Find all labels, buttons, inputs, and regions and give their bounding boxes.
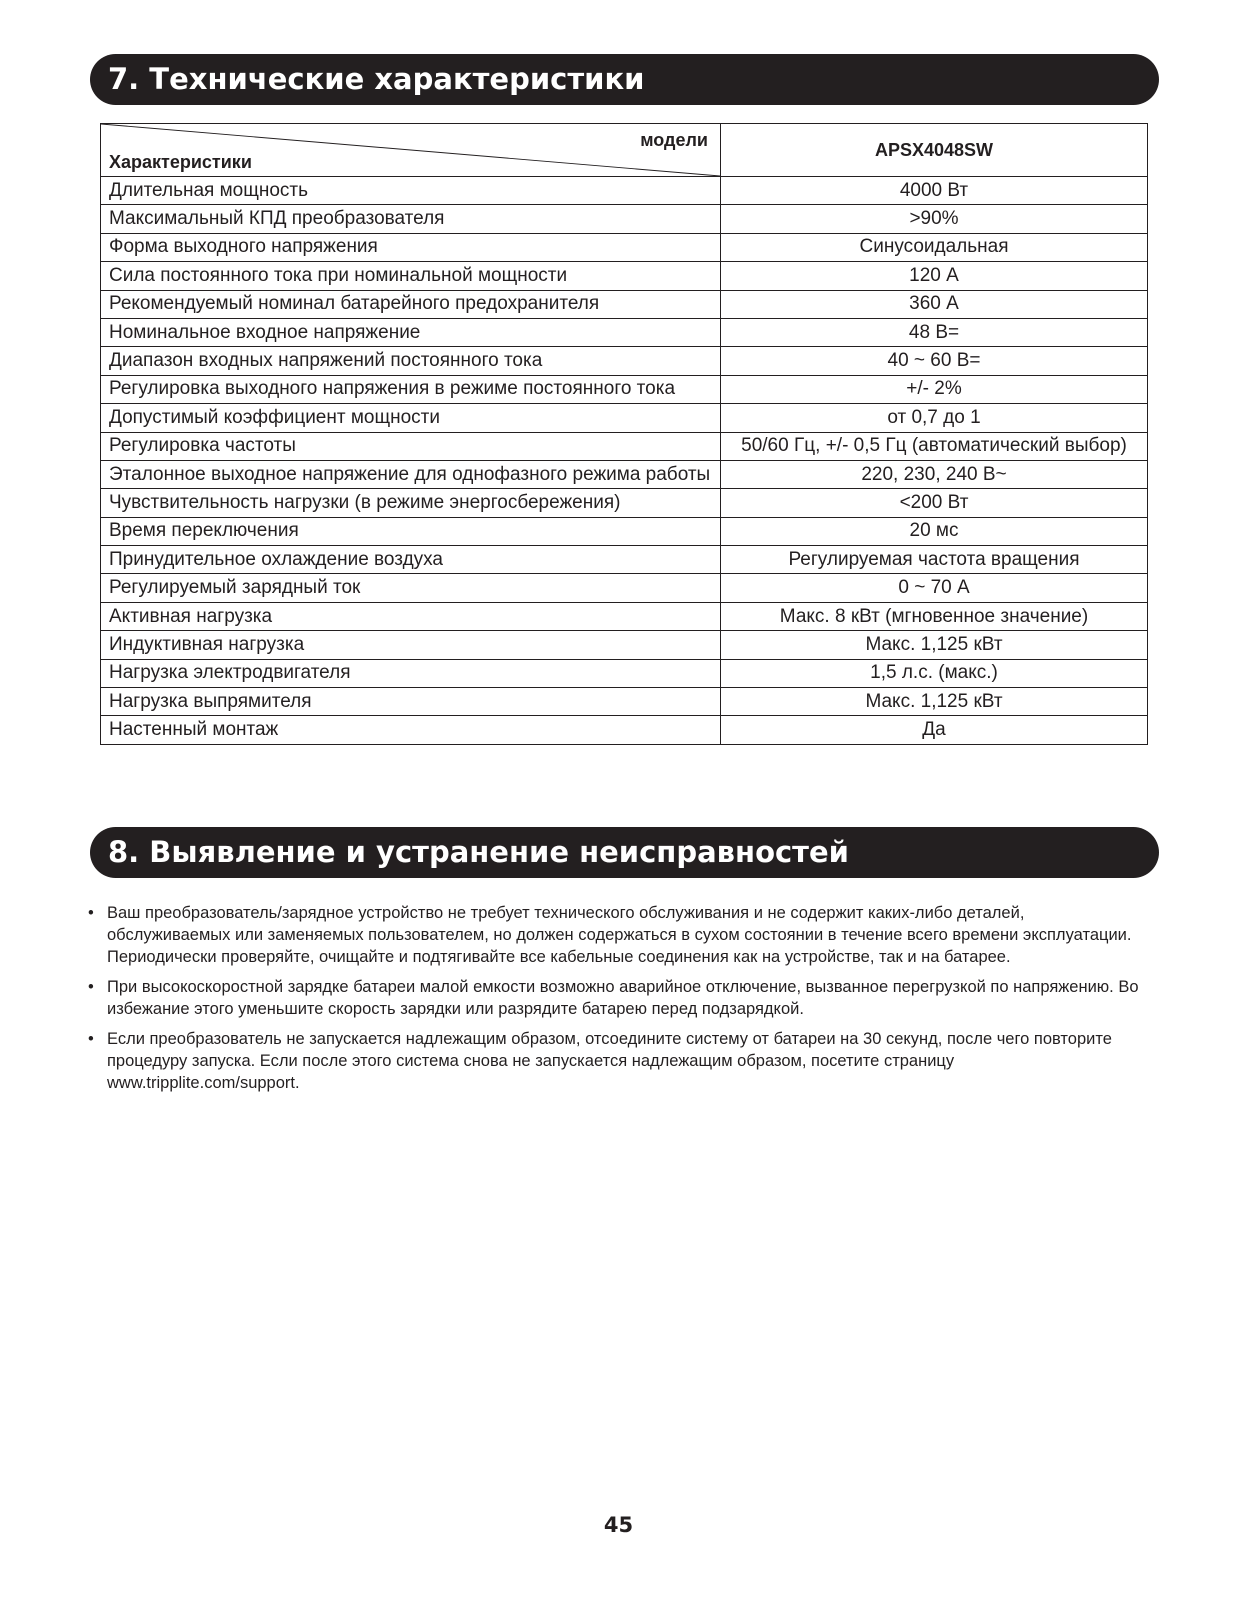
- spec-name-cell: Форма выходного напряжения: [101, 233, 721, 261]
- spec-value-cell: 220, 230, 240 В~: [721, 460, 1148, 488]
- spec-value-cell: от 0,7 до 1: [721, 404, 1148, 432]
- list-item-text: При высокоскоростной зарядке батареи малой емкости возможно аварийное отключение, вызванное перегрузкой по напряжению. Во избежание этого уменьшите скорость зарядки или разрядите батарею перед подзарядкой.: [107, 978, 1139, 1018]
- spec-value-cell: Регулируемая частота вращения: [721, 546, 1148, 574]
- spec-name-cell: Чувствительность нагрузки (в режиме энергосбережения): [101, 489, 721, 517]
- list-item-text: Если преобразователь не запускается надлежащим образом, отсоедините систему от батареи на 30 секунд, после чего повторите процедуру запуска. Если после этого система снова не запускается надлежащим образом, посетите страницу www.tripplite.com/support.: [107, 1030, 1112, 1092]
- spec-value-cell: 20 мс: [721, 517, 1148, 545]
- list-item: [85, 902, 1145, 968]
- spec-name-cell: Рекомендуемый номинал батарейного предохранителя: [101, 290, 721, 318]
- table-row: [101, 659, 1148, 687]
- spec-name-cell: Регулировка выходного напряжения в режиме постоянного тока: [101, 375, 721, 403]
- table-row: [101, 318, 1148, 346]
- spec-value-cell: Макс. 1,125 кВт: [721, 631, 1148, 659]
- table-row: [101, 716, 1148, 744]
- models-header-label: модели: [640, 130, 708, 150]
- spec-value-cell: <200 Вт: [721, 489, 1148, 517]
- bullet-icon: •: [88, 978, 94, 996]
- spec-name-cell: Принудительное охлаждение воздуха: [101, 546, 721, 574]
- table-row: [101, 233, 1148, 261]
- list-item-text: Ваш преобразователь/зарядное устройство не требует технического обслуживания и не содержит каких-либо деталей, обслуживаемых или заменяемых пользователем, но должен содержаться в сухом состоянии в течение всего времени эксплуатации. Периодически проверяйте, очищайте и подтягивайте все кабельные соединения как на устройстве, так и на батарее.: [107, 904, 1132, 966]
- table-row: [101, 489, 1148, 517]
- section-8-heading: 8. Выявление и устранение неисправностей: [90, 827, 1159, 878]
- table-row: [101, 205, 1148, 233]
- bullet-icon: •: [88, 1030, 94, 1048]
- spec-table-header-row: [101, 124, 1148, 177]
- spec-table-corner-cell: [101, 124, 721, 177]
- spec-name-cell: Допустимый коэффициент мощности: [101, 404, 721, 432]
- spec-name-cell: Номинальное входное напряжение: [101, 318, 721, 346]
- spec-name-cell: Индуктивная нагрузка: [101, 631, 721, 659]
- table-row: [101, 631, 1148, 659]
- spec-value-cell: 1,5 л.с. (макс.): [721, 659, 1148, 687]
- table-row: [101, 290, 1148, 318]
- spec-name-cell: Сила постоянного тока при номинальной мощности: [101, 262, 721, 290]
- table-row: [101, 404, 1148, 432]
- spec-value-cell: >90%: [721, 205, 1148, 233]
- spec-value-cell: 48 В=: [721, 318, 1148, 346]
- spec-value-cell: 50/60 Гц, +/- 0,5 Гц (автоматический выбор): [721, 432, 1148, 460]
- table-row: [101, 432, 1148, 460]
- model-name-header: APSX4048SW: [721, 124, 1148, 177]
- spec-value-cell: +/- 2%: [721, 375, 1148, 403]
- spec-name-cell: Активная нагрузка: [101, 602, 721, 630]
- spec-value-cell: Макс. 8 кВт (мгновенное значение): [721, 602, 1148, 630]
- troubleshooting-list: [85, 902, 1145, 1102]
- bullet-icon: •: [88, 904, 94, 922]
- spec-value-cell: Да: [721, 716, 1148, 744]
- spec-name-cell: Нагрузка выпрямителя: [101, 688, 721, 716]
- spec-value-cell: Синусоидальная: [721, 233, 1148, 261]
- spec-name-cell: Эталонное выходное напряжение для однофазного режима работы: [101, 460, 721, 488]
- spec-value-cell: 360 А: [721, 290, 1148, 318]
- table-row: [101, 602, 1148, 630]
- spec-name-cell: Регулируемый зарядный ток: [101, 574, 721, 602]
- spec-name-cell: Время переключения: [101, 517, 721, 545]
- table-row: [101, 347, 1148, 375]
- spec-name-cell: Нагрузка электродвигателя: [101, 659, 721, 687]
- table-row: [101, 574, 1148, 602]
- spec-value-cell: 0 ~ 70 А: [721, 574, 1148, 602]
- spec-name-cell: Диапазон входных напряжений постоянного тока: [101, 347, 721, 375]
- section-7-heading: 7. Технические характеристики: [90, 54, 1159, 105]
- table-row: [101, 546, 1148, 574]
- spec-value-cell: 120 А: [721, 262, 1148, 290]
- table-row: [101, 460, 1148, 488]
- spec-name-cell: Длительная мощность: [101, 177, 721, 205]
- spec-name-cell: Настенный монтаж: [101, 716, 721, 744]
- spec-name-cell: Максимальный КПД преобразователя: [101, 205, 721, 233]
- table-row: [101, 688, 1148, 716]
- spec-value-cell: 4000 Вт: [721, 177, 1148, 205]
- spec-name-cell: Регулировка частоты: [101, 432, 721, 460]
- characteristics-header-label: Характеристики: [109, 152, 252, 172]
- list-item: [85, 1028, 1145, 1094]
- spec-value-cell: 40 ~ 60 В=: [721, 347, 1148, 375]
- table-row: [101, 375, 1148, 403]
- spec-value-cell: Макс. 1,125 кВт: [721, 688, 1148, 716]
- list-item: [85, 976, 1145, 1020]
- page-number: 45: [603, 1513, 634, 1537]
- table-row: [101, 262, 1148, 290]
- spec-table: [100, 123, 1148, 745]
- table-row: [101, 177, 1148, 205]
- table-row: [101, 517, 1148, 545]
